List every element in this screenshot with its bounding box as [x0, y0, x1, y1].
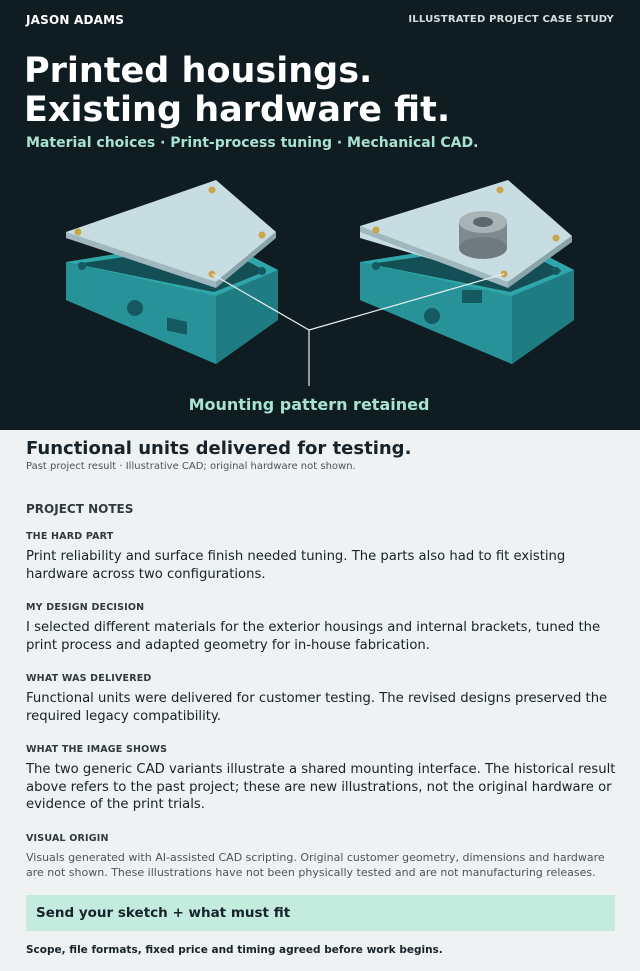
- author-name: JASON ADAMS: [26, 13, 125, 27]
- project-notes-heading: PROJECT NOTES: [26, 502, 134, 516]
- headline-line-2: Existing hardware fit.: [24, 90, 451, 130]
- headline-line-1: Printed housings.: [24, 51, 373, 91]
- note-text-hard-part: Print reliability and surface finish needed tuning. The parts also had to fit existing hardware across two configurations.: [26, 549, 566, 582]
- case-study-content: [0, 430, 640, 971]
- hero-headline: [24, 52, 450, 130]
- housing-illustration: [0, 170, 640, 390]
- note-label-hard-part: THE HARD PART: [26, 531, 114, 542]
- lid-boss: [459, 211, 507, 259]
- hero-banner: [0, 0, 640, 430]
- note-label-design-decision: MY DESIGN DECISION: [26, 602, 145, 613]
- note-label-image-shows: WHAT THE IMAGE SHOWS: [26, 744, 168, 755]
- note-text-image-shows: The two generic CAD variants illustrate a shared mounting interface. The historical result above refers to the past project; these are new illustrations, not the original hardware or evidence of the print trials.: [26, 762, 616, 812]
- hero-subline: Material choices · Print-process tuning · Mechanical CAD.: [26, 135, 479, 151]
- send-sketch-button[interactable]: Send your sketch + what must fit: [26, 895, 615, 931]
- note-text-design-decision: I selected different materials for the exterior housings and internal brackets, tuned the print process and adapted geometry for in-house fabrication.: [26, 620, 601, 653]
- note-text-visual-origin: Visuals generated with AI-assisted CAD scripting. Original customer geometry, dimensions and hardware are not shown. These illustrations have not been physically tested and are not manufacturing releases.: [26, 851, 605, 879]
- case-study-kicker: ILLUSTRATED PROJECT CASE STUDY: [408, 14, 614, 25]
- note-text-delivered: Functional units were delivered for customer testing. The revised designs preserved the required legacy compatibility.: [26, 691, 608, 724]
- note-label-delivered: WHAT WAS DELIVERED: [26, 673, 152, 684]
- result-subtitle: Past project result · Illustrative CAD; original hardware not shown.: [26, 461, 356, 472]
- result-title: Functional units delivered for testing.: [26, 438, 412, 459]
- mounting-caption: Mounting pattern retained: [188, 395, 430, 414]
- footer-terms: Scope, file formats, fixed price and timing agreed before work begins.: [26, 944, 443, 956]
- note-label-visual-origin: VISUAL ORIGIN: [26, 833, 109, 844]
